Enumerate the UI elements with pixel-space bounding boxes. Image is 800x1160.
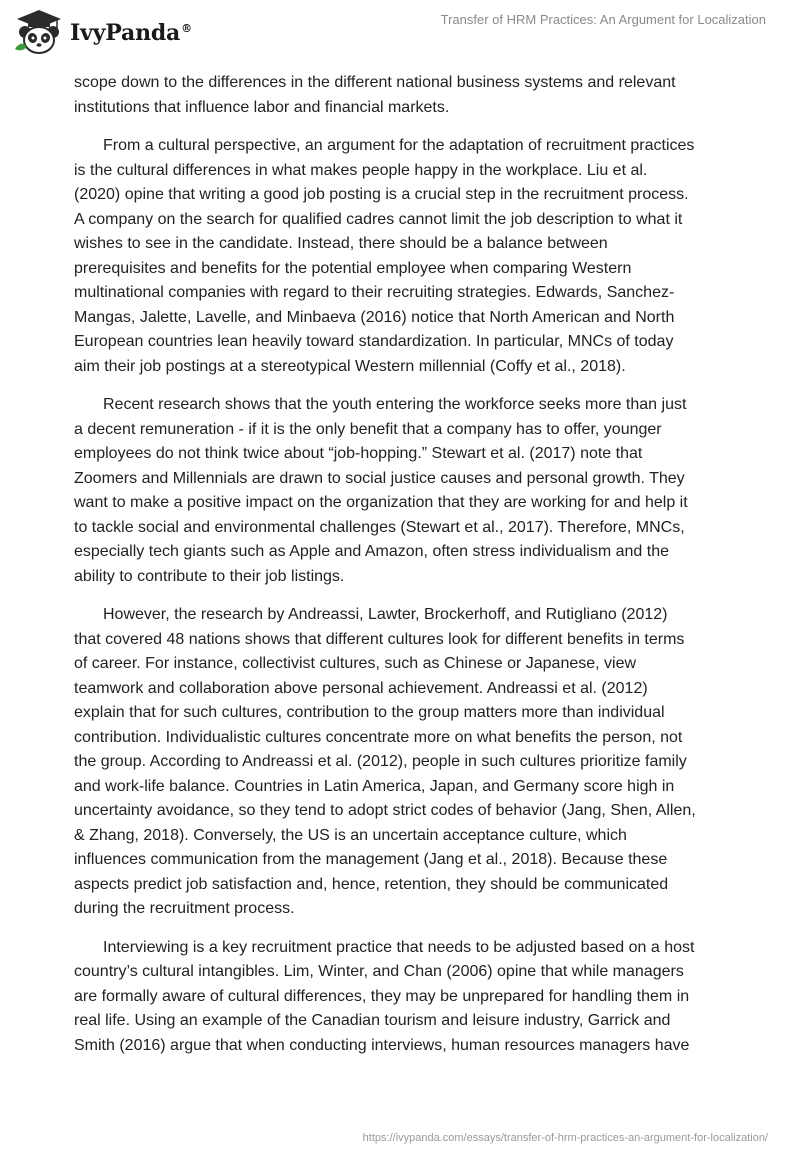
essay-body: [74, 71, 726, 1072]
brand-name: [70, 20, 192, 46]
paragraph: scope down to the differences in the different national business systems and relevant institutions that influence labor and financial markets.: [74, 74, 676, 116]
registered-mark: ®: [181, 21, 192, 35]
page-header: [0, 0, 800, 66]
paragraph: However, the research by Andreassi, Lawter, Brockerhoff, and Rutigliano (2012) that covered 48 nations shows that different cultures look for different benefits in terms of career. For instance, collectivist cultures, such as Chinese or Japanese, view teamwork and collaboration above personal achievement. Andreassi et al. (2012) explain that for such cultures, contribution to the group matters more than individual contribution. Individualistic cultures concentrate more on what benefits the person, not the group. According to Andreassi et al. (2012), people in such cultures prioritize family and work-life balance. Countries in Latin America, Japan, and Germany score high in uncertainty avoidance, so they tend to adopt strict codes of behavior (Jang, Shen, Allen, & Zhang, 2018). Conversely, the US is an uncertain acceptance culture, which influences communication from the management (Jang et al., 2018). Because these aspects predict job satisfaction and, hence, retention, they should be communicated during the recruitment process.: [74, 606, 696, 917]
source-url-link[interactable]: https://ivypanda.com/essays/transfer-of-hrm-practices-an-argument-for-localization/: [362, 1132, 768, 1144]
paragraph: From a cultural perspective, an argument for the adaptation of recruitment practices is the cultural differences in what makes people happy in the workplace. Liu et al. (2020) opine that writing a good job posting is a crucial step in the recruitment process. A company on the search for qualified cadres cannot limit the job description to what it wishes to see in the candidate. Instead, there should be a balance between prerequisites and benefits for the potential employee when comparing Western multinational companies with regard to their recruiting strategies. Edwards, Sanchez- Mangas, Jalette, Lavelle, and Minbaeva (2016) notice that North American and North European countries lean heavily toward standardization. In particular, MNCs of today aim their job postings at a stereotypical Western millennial (Coffy et al., 2018).: [74, 137, 695, 375]
paragraph: Interviewing is a key recruitment practice that needs to be adjusted based on a host country’s cultural intangibles. Lim, Winter, and Chan (2006) opine that while managers are formally aware of cultural differences, they may be unprepared for handling them in real life. Using an example of the Canadian tourism and leisure industry, Garrick and Smith (2016) argue that when conducting interviews, human resources managers have: [74, 938, 695, 1054]
panda-graduate-icon: [14, 8, 64, 58]
brand-name-text: IvyPanda: [70, 20, 181, 46]
document-title: Transfer of HRM Practices: An Argument for Localization: [440, 12, 766, 27]
ivypanda-logo[interactable]: [14, 6, 192, 60]
paragraph: Recent research shows that the youth entering the workforce seeks more than just a decent remuneration - if it is the only benefit that a company has to offer, younger employees do not think twice about “job-hopping.” Stewart et al. (2017) note that Zoomers and Millennials are drawn to social justice causes and personal growth. They want to make a positive impact on the organization that they are working for and help it to tackle social and environmental challenges (Stewart et al., 2017). Therefore, MNCs, especially tech giants such as Apple and Amazon, often stress individualism and the ability to contribute to their job listings.: [74, 396, 688, 585]
